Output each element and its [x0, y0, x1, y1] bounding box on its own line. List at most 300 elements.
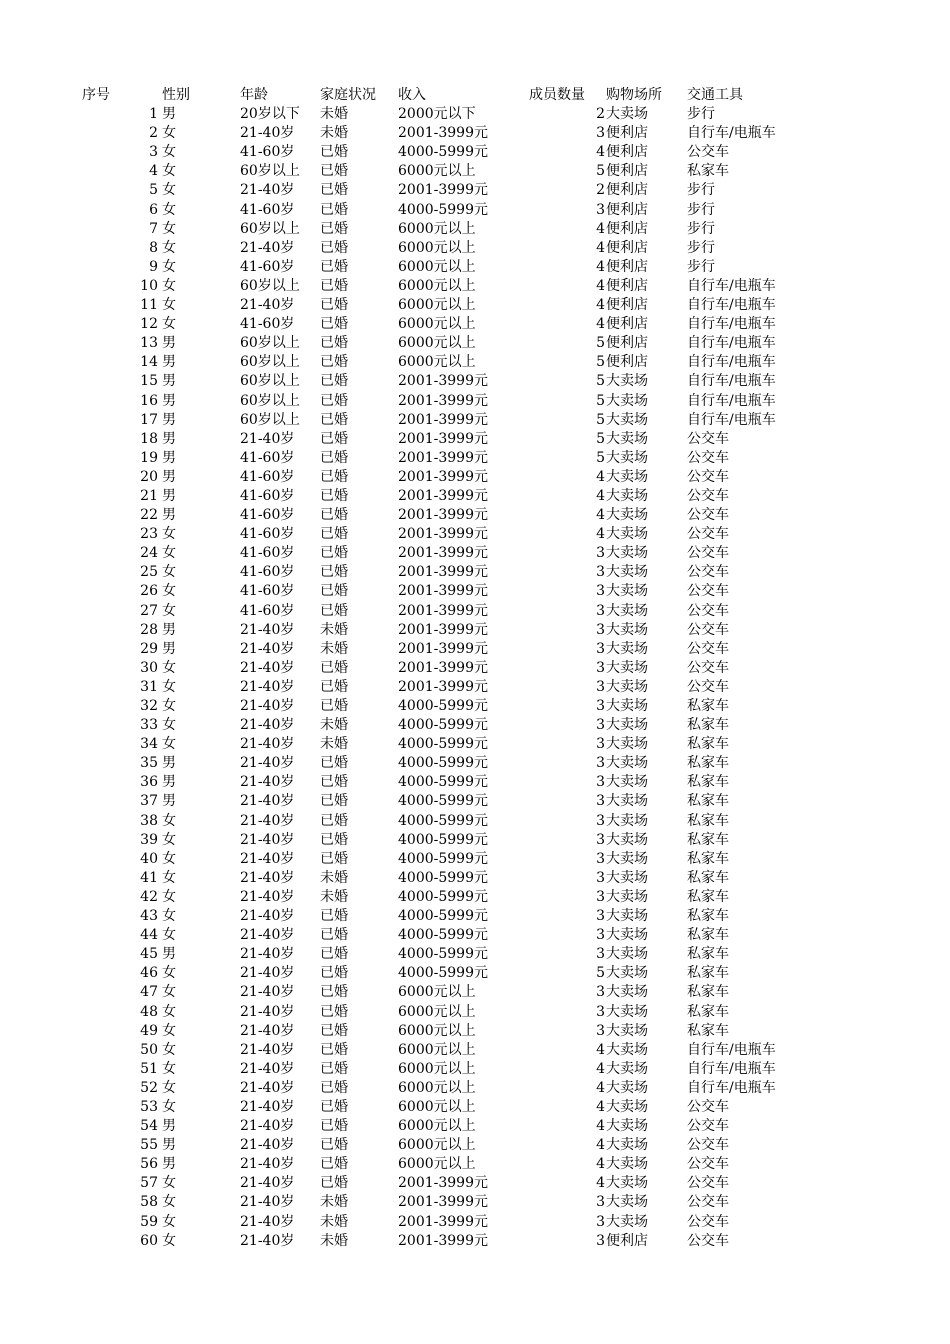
cell-income: 2001-3999元 [398, 659, 488, 676]
table-row [0, 831, 950, 850]
cell-transport: 自行车/电瓶车 [687, 1041, 776, 1058]
cell-no: 12 [140, 316, 158, 333]
cell-family: 未婚 [320, 1232, 348, 1249]
cell-sex: 男 [162, 487, 176, 504]
cell-income: 4000-5999元 [398, 793, 488, 810]
table-row [0, 449, 950, 468]
table-row [0, 1060, 950, 1079]
cell-members: 3 [596, 1022, 605, 1039]
cell-members: 3 [596, 1232, 605, 1249]
cell-age: 21-40岁 [240, 831, 295, 848]
cell-no: 60 [140, 1232, 158, 1249]
survey-table [0, 86, 950, 1251]
cell-income: 4000-5999元 [398, 946, 488, 963]
cell-shop: 大卖场 [606, 774, 648, 791]
cell-no: 48 [140, 1003, 158, 1020]
cell-shop: 大卖场 [606, 392, 648, 409]
table-row [0, 1041, 950, 1060]
cell-no: 10 [140, 277, 158, 294]
cell-no: 45 [140, 946, 158, 963]
cell-sex: 男 [162, 1137, 176, 1154]
cell-income: 6000元以上 [398, 335, 476, 352]
table-row [0, 277, 950, 296]
cell-income: 6000元以上 [398, 1137, 476, 1154]
cell-transport: 步行 [687, 239, 715, 256]
cell-family: 已婚 [320, 335, 348, 352]
cell-family: 已婚 [320, 812, 348, 829]
cell-family: 已婚 [320, 277, 348, 294]
cell-shop: 大卖场 [606, 1156, 648, 1173]
cell-shop: 大卖场 [606, 1060, 648, 1077]
cell-transport: 私家车 [687, 736, 729, 753]
cell-no: 29 [140, 640, 158, 657]
cell-members: 4 [596, 1137, 605, 1154]
cell-members: 3 [596, 583, 605, 600]
cell-sex: 女 [162, 258, 176, 275]
cell-income: 4000-5999元 [398, 717, 488, 734]
cell-sex: 女 [162, 984, 176, 1001]
cell-family: 已婚 [320, 774, 348, 791]
cell-members: 2 [596, 182, 605, 199]
cell-age: 60岁以上 [240, 354, 300, 371]
cell-sex: 女 [162, 869, 176, 886]
cell-sex: 男 [162, 621, 176, 638]
cell-transport: 私家车 [687, 831, 729, 848]
cell-family: 已婚 [320, 258, 348, 275]
table-row [0, 773, 950, 792]
cell-shop: 大卖场 [606, 545, 648, 562]
cell-members: 3 [596, 736, 605, 753]
table-row [0, 945, 950, 964]
table-row [0, 353, 950, 372]
cell-shop: 大卖场 [606, 850, 648, 867]
cell-income: 2001-3999元 [398, 564, 488, 581]
cell-income: 4000-5999元 [398, 755, 488, 772]
table-row [0, 964, 950, 983]
cell-income: 6000元以上 [398, 1060, 476, 1077]
cell-sex: 女 [162, 602, 176, 619]
cell-age: 21-40岁 [240, 1003, 295, 1020]
cell-age: 41-60岁 [240, 144, 295, 161]
cell-transport: 私家车 [687, 946, 729, 963]
cell-sex: 女 [162, 201, 176, 218]
cell-family: 已婚 [320, 698, 348, 714]
cell-age: 41-60岁 [240, 316, 295, 333]
cell-shop: 大卖场 [606, 430, 648, 447]
table-row [0, 640, 950, 659]
cell-shop: 便利店 [606, 144, 648, 161]
cell-no: 34 [140, 736, 158, 753]
cell-income: 4000-5999元 [398, 144, 488, 161]
cell-no: 17 [140, 411, 158, 428]
cell-no: 8 [149, 239, 158, 256]
table-row [0, 506, 950, 525]
cell-no: 49 [140, 1022, 158, 1039]
cell-no: 40 [140, 850, 158, 867]
cell-members: 4 [596, 468, 605, 485]
cell-members: 3 [596, 908, 605, 925]
cell-shop: 大卖场 [606, 927, 648, 944]
cell-age: 21-40岁 [240, 125, 295, 142]
table-row [0, 143, 950, 162]
cell-age: 41-60岁 [240, 487, 295, 504]
cell-sex: 女 [162, 965, 176, 982]
cell-family: 已婚 [320, 468, 348, 485]
cell-sex: 男 [162, 1156, 176, 1173]
cell-family: 未婚 [320, 717, 348, 734]
cell-income: 6000元以上 [398, 354, 476, 371]
cell-transport: 步行 [687, 258, 715, 275]
cell-transport: 公交车 [687, 1098, 729, 1115]
cell-members: 4 [596, 1079, 605, 1096]
cell-transport: 公交车 [687, 1137, 729, 1154]
cell-shop: 大卖场 [606, 812, 648, 829]
cell-members: 4 [596, 277, 605, 294]
cell-age: 41-60岁 [240, 564, 295, 581]
cell-no: 28 [140, 621, 158, 638]
cell-income: 4000-5999元 [398, 965, 488, 982]
table-row [0, 296, 950, 315]
cell-family: 已婚 [320, 316, 348, 333]
cell-sex: 女 [162, 1213, 176, 1230]
cell-shop: 大卖场 [606, 946, 648, 963]
cell-sex: 男 [162, 373, 176, 390]
cell-members: 3 [596, 640, 605, 657]
cell-shop: 大卖场 [606, 449, 648, 466]
cell-transport: 公交车 [687, 1118, 729, 1135]
table-row [0, 983, 950, 1002]
cell-transport: 私家车 [687, 888, 729, 905]
cell-shop: 大卖场 [606, 468, 648, 485]
cell-age: 60岁以上 [240, 335, 300, 352]
cell-members: 3 [596, 946, 605, 963]
cell-age: 41-60岁 [240, 507, 295, 524]
cell-members: 3 [596, 1194, 605, 1211]
cell-family: 已婚 [320, 144, 348, 161]
table-row [0, 544, 950, 563]
cell-no: 51 [140, 1060, 158, 1077]
cell-shop: 大卖场 [606, 984, 648, 1001]
cell-shop: 大卖场 [606, 526, 648, 543]
cell-sex: 女 [162, 831, 176, 848]
cell-family: 未婚 [320, 621, 348, 638]
cell-no: 31 [140, 678, 158, 695]
table-row [0, 602, 950, 621]
cell-members: 3 [596, 888, 605, 905]
cell-age: 21-40岁 [240, 850, 295, 867]
cell-income: 6000元以上 [398, 1118, 476, 1135]
cell-no: 30 [140, 659, 158, 676]
cell-members: 4 [596, 144, 605, 161]
header-income: 收入 [398, 87, 426, 103]
cell-transport: 自行车/电瓶车 [687, 297, 776, 314]
cell-income: 4000-5999元 [398, 850, 488, 867]
cell-income: 4000-5999元 [398, 736, 488, 753]
cell-age: 21-40岁 [240, 1022, 295, 1039]
cell-family: 未婚 [320, 640, 348, 657]
cell-transport: 公交车 [687, 602, 729, 619]
cell-no: 13 [140, 335, 158, 352]
cell-age: 21-40岁 [240, 812, 295, 829]
cell-family: 已婚 [320, 659, 348, 676]
table-row [0, 792, 950, 811]
table-row [0, 850, 950, 869]
cell-sex: 男 [162, 755, 176, 772]
cell-family: 已婚 [320, 583, 348, 600]
cell-family: 已婚 [320, 984, 348, 1001]
cell-members: 3 [596, 564, 605, 581]
cell-income: 2001-3999元 [398, 373, 488, 390]
cell-income: 4000-5999元 [398, 869, 488, 886]
cell-members: 5 [596, 163, 605, 180]
cell-transport: 公交车 [687, 640, 729, 657]
cell-income: 6000元以上 [398, 1098, 476, 1115]
table-row [0, 563, 950, 582]
cell-sex: 女 [162, 1022, 176, 1039]
cell-members: 3 [596, 201, 605, 218]
cell-shop: 便利店 [606, 125, 648, 142]
cell-no: 38 [140, 812, 158, 829]
cell-income: 6000元以上 [398, 1003, 476, 1020]
cell-family: 未婚 [320, 869, 348, 886]
cell-transport: 步行 [687, 220, 715, 237]
cell-shop: 大卖场 [606, 888, 648, 905]
cell-shop: 大卖场 [606, 373, 648, 390]
cell-shop: 便利店 [606, 182, 648, 199]
cell-shop: 大卖场 [606, 659, 648, 676]
cell-members: 3 [596, 1213, 605, 1230]
header-members: 成员数量 [529, 87, 585, 103]
cell-no: 56 [140, 1156, 158, 1173]
cell-income: 4000-5999元 [398, 927, 488, 944]
cell-transport: 私家车 [687, 869, 729, 886]
cell-transport: 公交车 [687, 1232, 729, 1249]
cell-no: 19 [140, 449, 158, 466]
cell-income: 2000元以下 [398, 106, 476, 123]
cell-shop: 便利店 [606, 277, 648, 294]
cell-shop: 大卖场 [606, 1213, 648, 1230]
cell-age: 41-60岁 [240, 545, 295, 562]
cell-family: 已婚 [320, 487, 348, 504]
cell-family: 已婚 [320, 430, 348, 447]
cell-family: 已婚 [320, 1137, 348, 1154]
cell-transport: 公交车 [687, 1194, 729, 1211]
cell-income: 4000-5999元 [398, 908, 488, 925]
cell-age: 21-40岁 [240, 1175, 295, 1192]
cell-age: 41-60岁 [240, 258, 295, 275]
header-transport: 交通工具 [687, 87, 743, 103]
cell-no: 22 [140, 507, 158, 524]
cell-family: 已婚 [320, 182, 348, 199]
cell-age: 60岁以上 [240, 220, 300, 237]
table-row [0, 716, 950, 735]
cell-sex: 女 [162, 850, 176, 867]
cell-family: 未婚 [320, 125, 348, 142]
cell-sex: 女 [162, 526, 176, 543]
cell-family: 已婚 [320, 411, 348, 428]
cell-transport: 自行车/电瓶车 [687, 373, 776, 390]
cell-age: 21-40岁 [240, 182, 295, 199]
cell-members: 4 [596, 1118, 605, 1135]
cell-sex: 男 [162, 411, 176, 428]
cell-age: 41-60岁 [240, 583, 295, 600]
cell-sex: 男 [162, 774, 176, 791]
cell-age: 21-40岁 [240, 1041, 295, 1058]
cell-age: 21-40岁 [240, 659, 295, 676]
cell-transport: 私家车 [687, 1022, 729, 1039]
cell-transport: 公交车 [687, 678, 729, 695]
cell-income: 2001-3999元 [398, 392, 488, 409]
cell-shop: 大卖场 [606, 736, 648, 753]
table-row [0, 926, 950, 945]
cell-age: 21-40岁 [240, 430, 295, 447]
table-row [0, 1079, 950, 1098]
cell-shop: 大卖场 [606, 908, 648, 925]
cell-income: 4000-5999元 [398, 698, 488, 714]
cell-no: 11 [140, 297, 158, 314]
cell-income: 6000元以上 [398, 316, 476, 333]
table-row [0, 1022, 950, 1041]
cell-no: 52 [140, 1079, 158, 1096]
cell-transport: 私家车 [687, 717, 729, 734]
cell-sex: 女 [162, 678, 176, 695]
cell-income: 2001-3999元 [398, 449, 488, 466]
cell-sex: 女 [162, 1098, 176, 1115]
cell-no: 43 [140, 908, 158, 925]
cell-no: 57 [140, 1175, 158, 1192]
cell-members: 3 [596, 717, 605, 734]
cell-transport: 自行车/电瓶车 [687, 1060, 776, 1077]
cell-age: 21-40岁 [240, 888, 295, 905]
table-row [0, 754, 950, 773]
table-row [0, 1117, 950, 1136]
table-row [0, 659, 950, 678]
cell-no: 27 [140, 602, 158, 619]
cell-transport: 自行车/电瓶车 [687, 277, 776, 294]
cell-members: 4 [596, 220, 605, 237]
cell-no: 23 [140, 526, 158, 543]
cell-members: 3 [596, 1003, 605, 1020]
cell-transport: 自行车/电瓶车 [687, 354, 776, 371]
cell-members: 4 [596, 258, 605, 275]
cell-income: 2001-3999元 [398, 526, 488, 543]
cell-shop: 便利店 [606, 163, 648, 180]
cell-family: 已婚 [320, 449, 348, 466]
cell-sex: 男 [162, 392, 176, 409]
cell-shop: 大卖场 [606, 487, 648, 504]
cell-family: 已婚 [320, 163, 348, 180]
cell-family: 已婚 [320, 908, 348, 925]
cell-transport: 公交车 [687, 659, 729, 676]
cell-no: 7 [149, 220, 158, 237]
cell-members: 4 [596, 1098, 605, 1115]
table-row [0, 162, 950, 181]
cell-age: 21-40岁 [240, 717, 295, 734]
cell-age: 21-40岁 [240, 678, 295, 695]
cell-shop: 大卖场 [606, 411, 648, 428]
table-body [0, 105, 950, 1251]
cell-shop: 大卖场 [606, 1118, 648, 1135]
cell-family: 未婚 [320, 888, 348, 905]
cell-members: 4 [596, 487, 605, 504]
table-row [0, 372, 950, 391]
cell-shop: 便利店 [606, 239, 648, 256]
cell-sex: 女 [162, 277, 176, 294]
cell-age: 21-40岁 [240, 908, 295, 925]
cell-age: 21-40岁 [240, 239, 295, 256]
cell-age: 21-40岁 [240, 1194, 295, 1211]
cell-members: 4 [596, 507, 605, 524]
cell-sex: 女 [162, 1041, 176, 1058]
cell-sex: 男 [162, 793, 176, 810]
cell-family: 已婚 [320, 297, 348, 314]
table-row [0, 201, 950, 220]
cell-shop: 大卖场 [606, 1137, 648, 1154]
table-row [0, 869, 950, 888]
cell-no: 35 [140, 755, 158, 772]
cell-income: 4000-5999元 [398, 774, 488, 791]
cell-income: 4000-5999元 [398, 201, 488, 218]
cell-no: 47 [140, 984, 158, 1001]
cell-family: 已婚 [320, 678, 348, 695]
cell-transport: 自行车/电瓶车 [687, 392, 776, 409]
cell-transport: 步行 [687, 182, 715, 199]
cell-shop: 便利店 [606, 258, 648, 275]
cell-family: 已婚 [320, 507, 348, 524]
cell-sex: 女 [162, 144, 176, 161]
cell-family: 已婚 [320, 927, 348, 944]
cell-no: 18 [140, 430, 158, 447]
cell-family: 已婚 [320, 545, 348, 562]
cell-sex: 女 [162, 125, 176, 142]
cell-transport: 公交车 [687, 468, 729, 485]
cell-family: 已婚 [320, 602, 348, 619]
cell-members: 5 [596, 354, 605, 371]
cell-shop: 大卖场 [606, 640, 648, 657]
cell-age: 21-40岁 [240, 1098, 295, 1115]
cell-age: 21-40岁 [240, 946, 295, 963]
table-row [0, 239, 950, 258]
cell-no: 54 [140, 1118, 158, 1135]
cell-family: 已婚 [320, 946, 348, 963]
cell-sex: 女 [162, 316, 176, 333]
cell-family: 已婚 [320, 1118, 348, 1135]
cell-age: 21-40岁 [240, 1137, 295, 1154]
cell-sex: 女 [162, 717, 176, 734]
cell-shop: 便利店 [606, 220, 648, 237]
cell-sex: 女 [162, 1060, 176, 1077]
cell-members: 4 [596, 239, 605, 256]
cell-sex: 男 [162, 106, 176, 123]
cell-sex: 男 [162, 430, 176, 447]
cell-income: 6000元以上 [398, 1079, 476, 1096]
table-row [0, 468, 950, 487]
cell-income: 6000元以上 [398, 258, 476, 275]
cell-age: 21-40岁 [240, 793, 295, 810]
cell-income: 2001-3999元 [398, 583, 488, 600]
cell-income: 6000元以上 [398, 1041, 476, 1058]
header-row [0, 86, 950, 105]
cell-sex: 女 [162, 545, 176, 562]
cell-sex: 男 [162, 640, 176, 657]
cell-sex: 男 [162, 507, 176, 524]
cell-shop: 大卖场 [606, 1194, 648, 1211]
cell-no: 44 [140, 927, 158, 944]
cell-income: 2001-3999元 [398, 1194, 488, 1211]
table-row [0, 411, 950, 430]
cell-shop: 大卖场 [606, 698, 648, 714]
cell-sex: 男 [162, 449, 176, 466]
